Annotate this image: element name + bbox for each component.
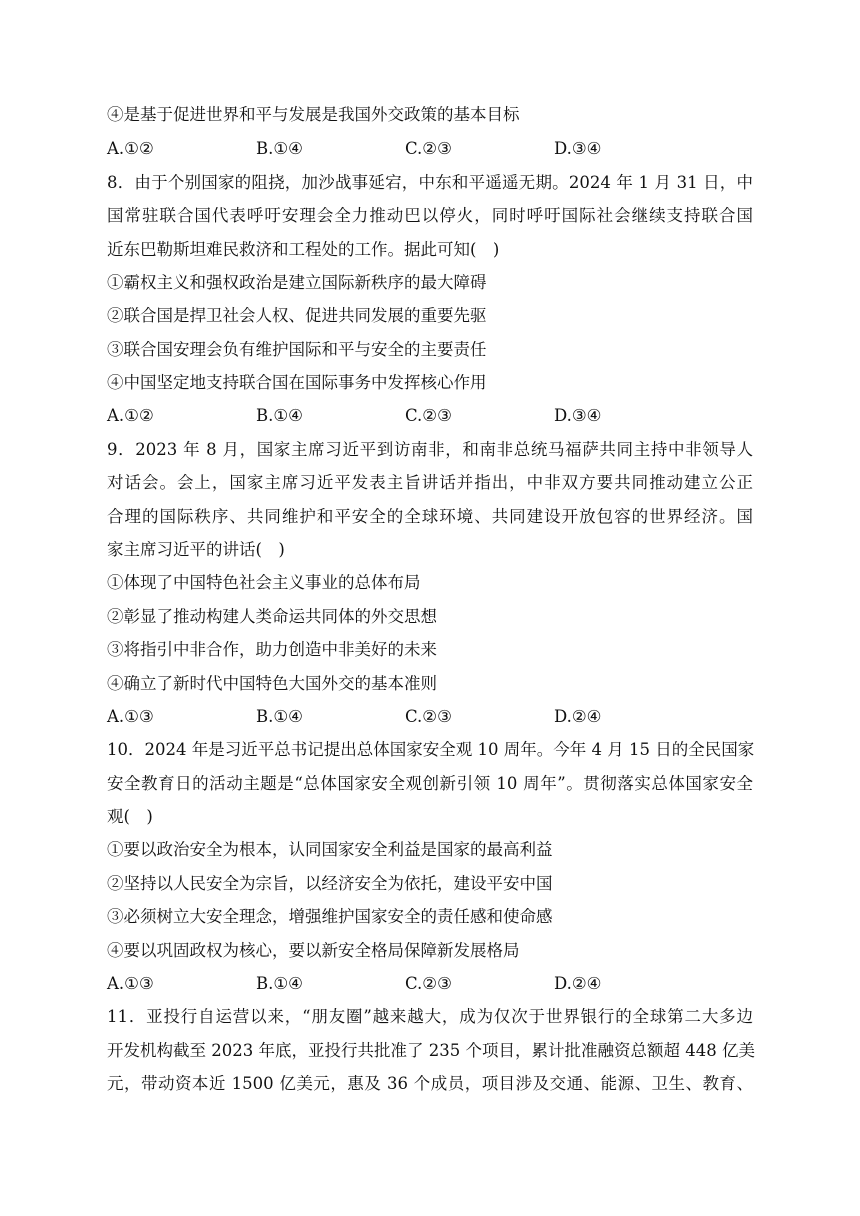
q11-stem-line-1: 11．亚投行自运营以来，“朋友圈”越来越大，成为仅次于世界银行的全球第二大多边: [107, 1007, 753, 1026]
q9-stem-line-3: 合理的国际秩序、共同维护和平安全的全球环境、共同建设开放包容的世界经济。国: [107, 507, 753, 526]
q8-statement-1: ①霸权主义和强权政治是建立国际新秩序的最大障碍: [107, 273, 487, 292]
q9-stem-line-4: 家主席习近平的讲话( ): [107, 540, 285, 559]
option-d: D.②④: [554, 974, 602, 993]
prev-options: [107, 139, 707, 159]
q8-statement-3: ③联合国安理会负有维护国际和平与安全的主要责任: [107, 340, 487, 359]
option-b: B.①④: [256, 139, 303, 158]
q10-statement-1: ①要以政治安全为根本，认同国家安全利益是国家的最高利益: [107, 840, 553, 859]
q11-stem-line-3: 元，带动资本近 1500 亿美元，惠及 36 个成员，项目涉及交通、能源、卫生、教育、: [107, 1074, 753, 1093]
option-c: C.②③: [405, 974, 452, 993]
q10-statement-2: ②坚持以人民安全为宗旨，以经济安全为依托，建设平安中国: [107, 874, 553, 893]
q8-statement-4: ④中国坚定地支持联合国在国际事务中发挥核心作用: [107, 373, 487, 392]
q10-stem-line-3: 观( ): [107, 807, 153, 826]
q8-stem-line-2: 国常驻联合国代表呼吁安理会全力推动巴以停火，同时呼吁国际社会继续支持联合国: [107, 206, 753, 225]
q9-statement-4: ④确立了新时代中国特色大国外交的基本准则: [107, 674, 437, 693]
q10-stem-line-2: 安全教育日的活动主题是“总体国家安全观创新引领 10 周年”。贯彻落实总体国家安全: [107, 774, 753, 793]
option-c: C.②③: [405, 139, 452, 158]
q9-options: [107, 707, 707, 727]
q9-statement-1: ①体现了中国特色社会主义事业的总体布局: [107, 573, 421, 592]
q10-statement-3: ③必须树立大安全理念，增强维护国家安全的责任感和使命感: [107, 907, 553, 926]
option-a: A.①②: [107, 406, 154, 425]
option-b: B.①④: [256, 707, 303, 726]
q8-options: [107, 406, 707, 426]
option-d: D.②④: [554, 707, 602, 726]
q10-stem-line-1: 10．2024 年是习近平总书记提出总体国家安全观 10 周年。今年 4 月 15 日的全民国家: [107, 740, 755, 759]
q9-stem-line-2: 对话会。会上，国家主席习近平发表主旨讲话并指出，中非双方要共同推动建立公正: [107, 473, 753, 492]
option-b: B.①④: [256, 974, 303, 993]
q9-statement-3: ③将指引中非合作，助力创造中非美好的未来: [107, 640, 437, 659]
q10-options: [107, 974, 707, 994]
q9-stem-line-1: 9．2023 年 8 月，国家主席习近平到访南非，和南非总统马福萨共同主持中非领导人: [107, 440, 753, 459]
prev-statement-4: ④是基于促进世界和平与发展是我国外交政策的基本目标: [107, 105, 520, 124]
q8-statement-2: ②联合国是捍卫社会人权、促进共同发展的重要先驱: [107, 306, 487, 325]
option-d: D.③④: [554, 406, 602, 425]
option-d: D.③④: [554, 139, 602, 158]
option-a: A.①③: [107, 707, 154, 726]
option-c: C.②③: [405, 406, 452, 425]
option-a: A.①②: [107, 139, 154, 158]
option-c: C.②③: [405, 707, 452, 726]
q10-statement-4: ④要以巩固政权为核心，要以新安全格局保障新发展格局: [107, 941, 520, 960]
q9-statement-2: ②彰显了推动构建人类命运共同体的外交思想: [107, 607, 437, 626]
option-b: B.①④: [256, 406, 303, 425]
option-a: A.①③: [107, 974, 154, 993]
q8-stem-line-1: 8．由于个别国家的阻挠，加沙战事延宕，中东和平遥遥无期。2024 年 1 月 31 日，中: [107, 173, 753, 192]
q8-stem-line-3: 近东巴勒斯坦难民救济和工程处的工作。据此可知( ): [107, 240, 500, 259]
q11-stem-line-2: 开发机构截至 2023 年底，亚投行共批准了 235 个项目，累计批准融资总额超 448 亿美: [107, 1041, 755, 1060]
